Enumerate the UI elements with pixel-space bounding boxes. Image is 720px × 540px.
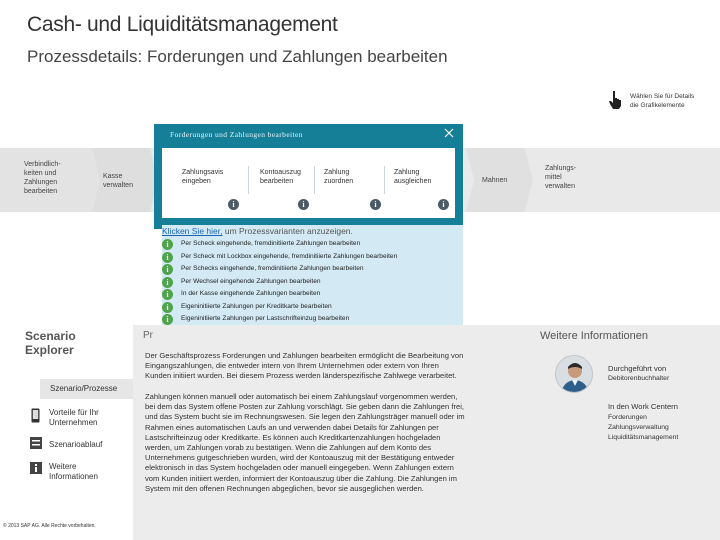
mobile-icon [31,408,40,423]
hint-text-line2: die Grafikelemente [630,102,685,109]
process-variants-dropdown: Klicken Sie hier, um Prozessvarianten anzuzeigen. i Per Scheck eingehende, fremdinitiierte Zahlungen bearbeiten i Per Scheck mit Lockbox eingehende, fremdinitiierte Zahlungen bearbeiten i Per Schecks eingehende, fremdinitiierte Zahlungen bearbeiten i Per Wechsel eingehende Zahlungen bearbeiten i In der Kasse eingehende Zahlungen bearbeiten i Eigeninitiierte Zahlungen per Kreditkarte bearbeiten i Eigeninitiierte Zahlungen per Lastschrifteinzug bearbeiten [162,225,463,331]
variants-hint [162,226,353,236]
nav-item-scenario-processes[interactable]: Szenario/Prozesse [40,379,133,399]
flow-icon [30,437,42,449]
info-icon [162,277,173,288]
info-document-icon [30,462,42,474]
hint-text-line1: Wählen Sie für Details [630,93,695,100]
description-paragraph-1: Der Geschäftsprozess Forderungen und Zahlungen bearbeiten ermöglicht die Bearbeitung von Eingangszahlungen, die entweder intern von Ihrem Unternehmen oder extern von Ihren Kunden initiiert wurden. Bei diesem Prozess werden länderspezifische Zahlwege verarbeitet. [145,351,464,381]
step-divider [314,166,315,194]
sub-step-clear-payment[interactable]: Zahlung ausgleichen [394,169,432,185]
info-icon[interactable] [228,199,239,210]
process-steps-area [162,148,455,218]
info-icon [162,264,173,275]
work-center-item: Zahlungsverwaltung [608,424,669,431]
info-icon[interactable] [370,199,381,210]
process-panel-title: Forderungen und Zahlungen bearbeiten [170,130,303,139]
page-title: Cash- und Liquiditätsmanagement [27,13,338,36]
scenario-explorer-panel [0,325,133,540]
sub-step-payment-advice[interactable]: Zahlungsavis eingeben [182,169,224,185]
hand-pointer-icon [608,90,622,110]
work-centers-label: In den Work Centern [608,402,678,411]
info-icon [162,239,173,250]
page-subtitle: Prozessdetails: Forderungen und Zahlungen bearbeiten [27,47,448,66]
flow-step-dunning[interactable]: Mahnen [482,177,508,184]
info-icon [162,289,173,300]
step-divider [248,166,249,194]
copyright: © 2013 SAP AG. Alle Rechte vorbehalten. [3,523,96,529]
variants-hint-rest: um Prozessvarianten anzuzeigen. [222,226,353,236]
nav-item-more-info[interactable]: Weitere Informationen [49,462,98,481]
main-heading: Pr [143,330,153,341]
close-icon[interactable] [443,127,455,139]
info-icon [162,314,173,325]
sub-step-bank-statement[interactable]: Kontoauszug bearbeiten [260,169,301,185]
info-icon [162,302,173,313]
sub-step-assign-payment[interactable]: Zahlung zuordnen [324,169,354,185]
work-center-item: Forderungen [608,414,647,421]
avatar [555,355,593,393]
nav-item-scenario-flow[interactable]: Szenarioablauf [49,440,103,449]
selection-hint [608,90,716,114]
info-icon [162,252,173,263]
work-center-item: Liquiditätsmanagement [608,434,679,441]
variants-link[interactable]: Klicken Sie hier, [162,226,223,236]
more-info-heading: Weitere Informationen [540,330,649,342]
flow-step-cash[interactable]: Kasse verwalten [103,173,133,189]
role-label: Debitorenbuchhalter [608,375,670,382]
process-panel [154,124,463,229]
info-icon[interactable] [298,199,309,210]
performed-by-label: Durchgeführt von [608,364,667,373]
scenario-explorer-title: Scenario Explorer [25,329,76,357]
flow-step-liquid-assets[interactable]: Zahlungs- mittel verwalten [545,165,577,190]
step-divider [384,166,385,194]
flow-step-payables[interactable]: Verbindlich- keiten und Zahlungen bearbeiten [24,161,61,195]
info-icon[interactable] [438,199,449,210]
nav-item-benefits[interactable]: Vorteile für Ihr Unternehmen [49,408,99,427]
description-paragraph-2: Zahlungen können manuell oder automatisch bei einem Zahlungslauf vorgenommen werden, bei dem das System offene Posten zur Zahlung vorschlägt. Sie geben dann die Zahlungen frei, und das System bucht sie im Rechnungswesen. Sie legen den Zahlungsträger manuell oder im Rahmen eines automatischen Laufs an und verwenden dabei Details für Zahlungen per Lastschrifteinzug oder Kreditkarte. Es können auch Kreditkartenzahlungen hochgeladen werden, um Zahlungen vorab zu bestätigen. Wenn die Zahlungen auf dem Konto des Unternehmens gutgeschrieben wurden, wird der Kontoauszug mit der Bestätigung entweder elektronisch in das System hochgeladen oder manuell eingegeben. Wenn Zahlungen extern vom Kunden initiiert werden, informiert der Kontoauszug über die Zahlung. Die Zahlungen im System mit den offenen Rechnungen abgeglichen, bevor sie ausgeglichen werden. [145,392,465,493]
